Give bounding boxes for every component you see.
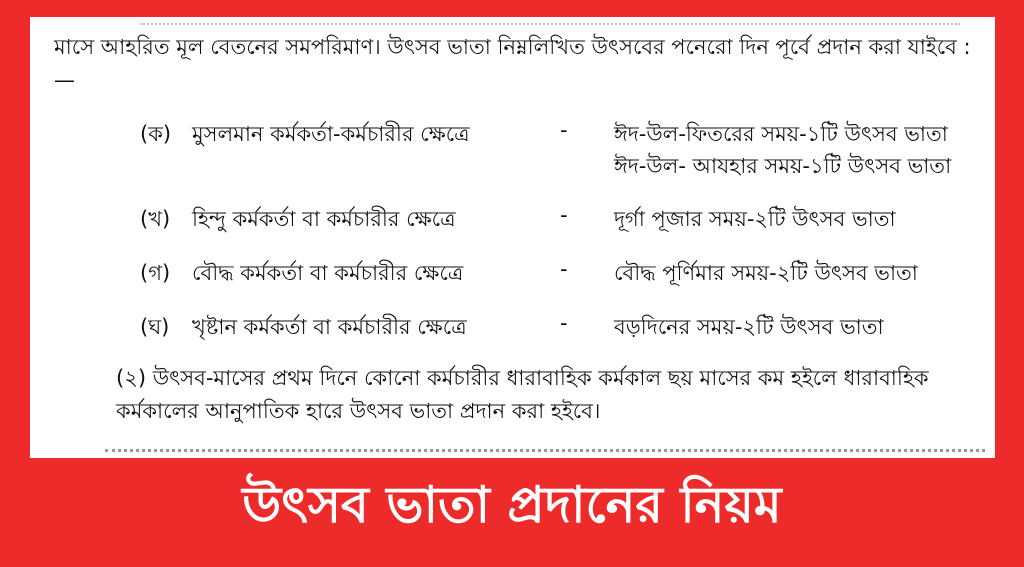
item-marker: (ক) xyxy=(140,122,172,146)
item-category: মুসলমান কর্মকর্তা-কর্মচারীর ক্ষেত্রে xyxy=(192,122,470,146)
caption-title: উৎসব ভাতা প্রদানের নিয়ম xyxy=(242,476,782,534)
item-category: হিন্দু কর্মকর্তা বা কর্মচারীর ক্ষেত্রে xyxy=(192,207,456,231)
item-allowance-second: ঈদ-উল- আযহার সময়-১টি উৎসব ভাতা xyxy=(614,154,952,178)
item-category: বৌদ্ধ কর্মকর্তা বা কর্মচারীর ক্ষেত্রে xyxy=(192,261,464,285)
cut-off-text-line xyxy=(105,449,985,458)
paragraph-2-text: (২) উৎসব-মাসের প্রথম দিনে কোনো কর্মচারীর ধারাবাহিক কর্মকাল ছয় মাসের কম হইলে ধারাবাহিক কর্মকালের আনুপাতিক হারে উৎসব ভাতা প্রদান করা হইবে। xyxy=(116,366,929,423)
item-allowance: দূর্গা পূজার সময়-২টি উৎসব ভাতা xyxy=(614,207,896,231)
item-marker: (খ) xyxy=(140,207,171,231)
item-allowance: বড়দিনের সময়-২টি উৎসব ভাতা xyxy=(614,315,884,339)
intro-paragraph: মাসে আহরিত মূল বেতনের সমপরিমাণ। উৎসব ভাতা নিম্নলিখিত উৎসবের পনেরো দিন পূর্বে প্রদান করা যাইবে :— xyxy=(54,35,971,92)
document-scan xyxy=(30,17,995,458)
item-dash: - xyxy=(560,203,568,227)
item-allowance: ঈদ-উল-ফিতরের সময়-১টি উৎসব ভাতা xyxy=(614,122,948,146)
item-category: খৃষ্টান কর্মকর্তা বা কর্মচারীর ক্ষেত্রে xyxy=(192,315,467,339)
cut-off-text-line xyxy=(140,17,960,25)
paragraph-2 xyxy=(54,362,979,428)
item-dash: - xyxy=(560,118,568,142)
item-marker: (ঘ) xyxy=(140,315,170,339)
item-dash: - xyxy=(560,311,568,335)
item-dash: - xyxy=(560,257,568,281)
item-allowance: বৌদ্ধ পূর্ণিমার সময়-২টি উৎসব ভাতা xyxy=(614,261,918,285)
item-marker: (গ) xyxy=(140,261,171,285)
